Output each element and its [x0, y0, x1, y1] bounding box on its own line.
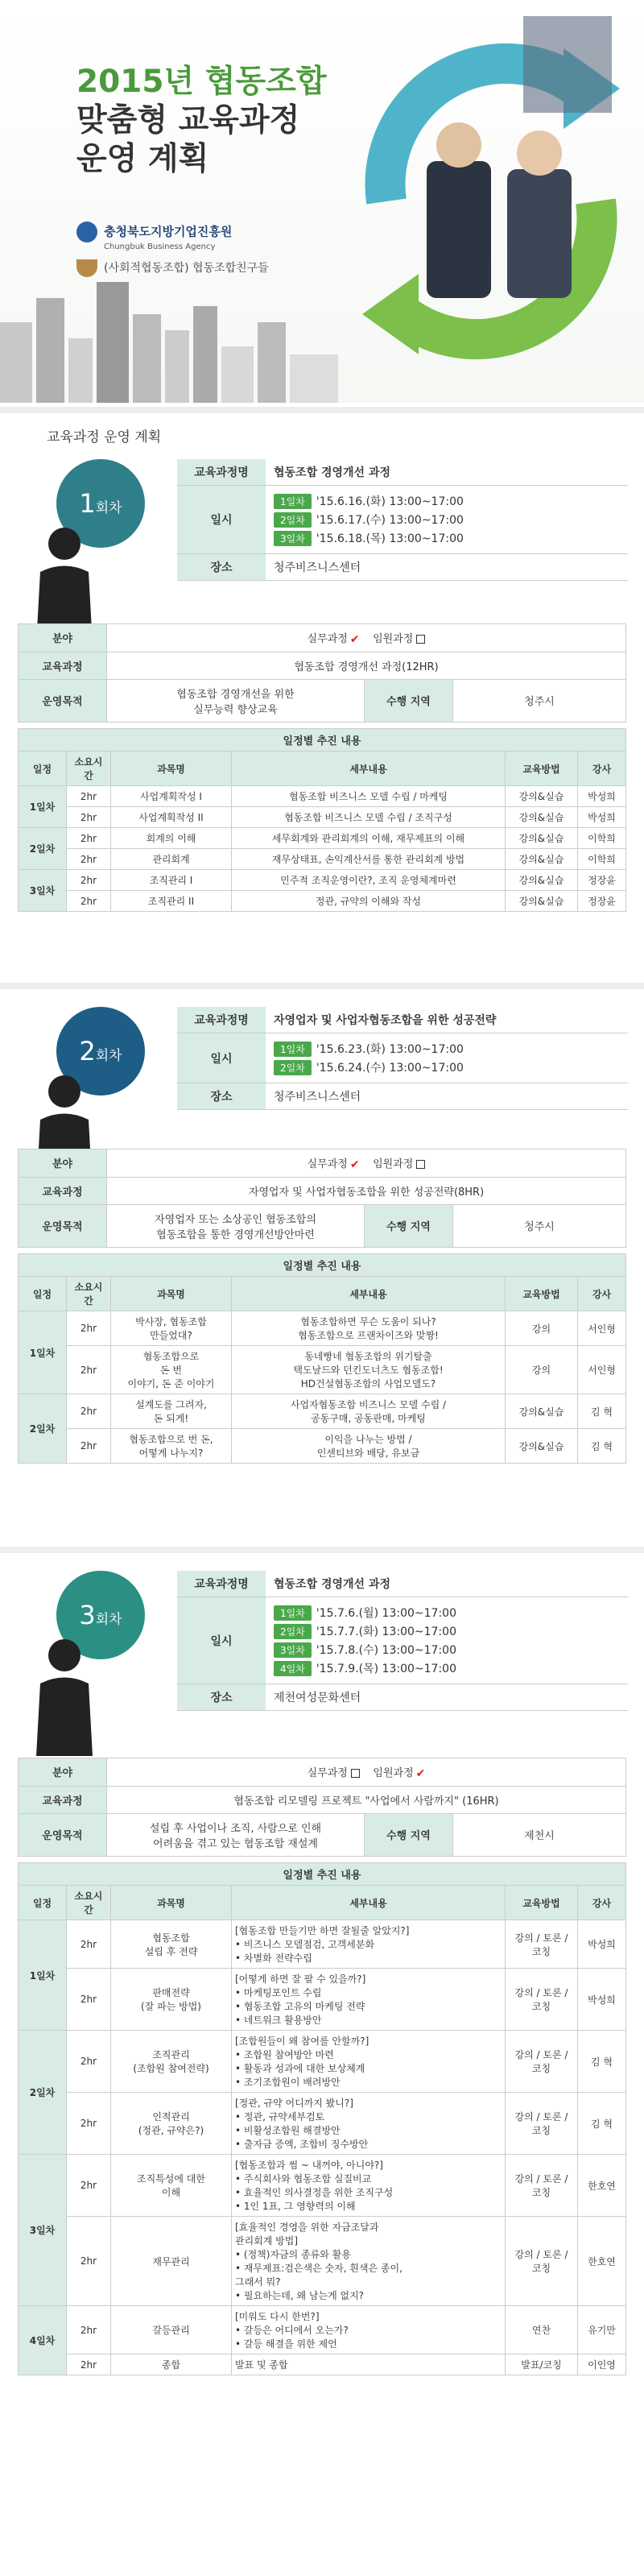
table-row: 2hr 판매전략 (잘 파는 방법) [어떻게 하면 잘 팔 수 있을까?] • 마케팅포인트 수립 • 협동조합 고유의 마케팅 전략 • 네트워크 활용방안 강의 / 토론 / 코칭 박성희	[19, 1969, 626, 2031]
day-badge: 2일차	[274, 1060, 312, 1075]
session-info-table: 교육과정명 협동조합 경영개선 과정 일시 1일차 '15.7.6.(월) 13:00~17:00 2일차 '15.7.7.(화) 13:00~17:00 3일차 '15.7.8.(수) 13:00~17:00 4일차 '15.7.9.(목) 13:00~17:00 장소 제천여성문화센터	[177, 1571, 628, 1711]
coop-logo-icon	[76, 259, 97, 277]
table-row: 3일차 2hr 조직특성에 대한 이해 [협동조합과 썸 ~ 내꺼야, 아니야?] • 주식회사와 협동조합 실질비교 • 효율적인 의사결정을 위한 조직구성 • 1인 1표, 그 영향력의 이해 강의 / 토론 / 코칭 한호연	[19, 2155, 626, 2217]
person-silhouette-icon	[32, 1635, 97, 1756]
session-summary-table: 분야 실무과정 ✔ 임원과정 교육과정 협동조합 경영개선 과정(12HR) 운영목적 협동조합 경영개선을 위한 실무능력 향상교육 수행 지역 청주시	[18, 623, 626, 723]
session-info-table: 교육과정명 협동조합 경영개선 과정 일시 1일차 '15.6.16.(화) 13:00~17:00 2일차 '15.6.17.(수) 13:00~17:00 3일차 '15.6.18.(목) 13:00~17:00 장소 청주비즈니스센터	[177, 459, 628, 581]
section-divider	[0, 407, 644, 413]
table-row: 2hr 종합 발표 및 종합 발표/코칭 이인영	[19, 2354, 626, 2375]
day-badge: 2일차	[274, 512, 312, 528]
table-row: 1일차 2hr 협동조합 설립 후 전략 [협동조합 만들기만 하면 잘될줄 알았지?] • 비즈니스 모델점검, 고객세분화 • 차별화 전략수립 강의 / 토론 / 코칭 박성희	[19, 1920, 626, 1969]
day-badge: 1일차	[274, 1605, 312, 1621]
session-number-badge: 1회차	[56, 459, 145, 548]
table-row: 1일차 2hr 박사장, 협동조합 만들었대? 협동조합하면 무슨 도움이 되나? 협동조합으로 프랜차이즈와 맞짱! 강의 서인형	[19, 1311, 626, 1346]
table-row: 3일차 2hr 조직관리 I 민주적 조직운영이란?, 조직 운영체계마련 강의&실습 정장윤	[19, 870, 626, 891]
org1-english: Chungbuk Business Agency	[104, 242, 216, 251]
session-summary-table: 분야 실무과정 ✔ 임원과정 교육과정 자영업자 및 사업자협동조합을 위한 성공전략(8HR) 운영목적 자영업자 또는 소상공인 협동조합의 협동조합을 통한 경영개선방안마련 수행 지역 청주시	[18, 1149, 626, 1248]
table-row: 2hr 재무관리 [효율적인 경영을 위한 자금조달과 관리회계 방법] • (정책)자금의 종류와 활용 • 재무제표:검은색은 숫자, 흰색은 종이, 그래서 뭐? • 필요하는데, 왜 남는게 없지? 강의 / 토론 / 코칭 한호연	[19, 2217, 626, 2306]
session-number-badge: 3회차	[56, 1571, 145, 1659]
table-row: 2일차 2hr 회계의 이해 세무회계와 관리회계의 이해, 재무제표의 이해 강의&실습 이학희	[19, 828, 626, 849]
hero-banner	[0, 0, 644, 403]
table-row: 2일차 2hr 설계도를 그려자, 돈 되게! 사업자협동조합 비즈니스 모델 수립 / 공동구매, 공동판매, 마케팅 강의&실습 김 혁	[19, 1394, 626, 1429]
section-title: 교육과정 운영 계획	[47, 429, 162, 445]
day-badge: 3일차	[274, 1642, 312, 1658]
table-row: 2hr 관리회계 재무상태표, 손익계산서를 통한 관리회계 방법 강의&실습 이학희	[19, 849, 626, 870]
session-divider	[0, 1547, 644, 1553]
schedule-table: 일정별 추진 내용 일정 소요시간 과목명 세부내용 교육방법 강사 1일차 2hr 협동조합 설립 후 전략 [협동조합 만들기만 하면 잘될줄 알았지?] • 비즈니스 모델점검, 고객세분화 • 차별화 전략수립 강의 / 토론 / 코칭 박성희 2hr 판매전략 (잘 파는 방법) [어떻게 하면 잘 팔 수 있을까?] • 마케팅포인트 수립 • 협동조합 고유의 마케팅 전략 • 네트워크 활용방안 강의 / 토론 / 코칭 박성희 2일차 2hr 조직관리 (조합원 참여전략) [조합원들이 왜 참여를 안할까?] • 조합원 참여방안 마련 • 활동과 성과에 대한 보상체계 • 조기조합원이 배려방안 강의 / 토론 / 코칭 김 혁 2hr 인적관리 (정관, 규약은?) [정관, 규약 어디까지 봤니?] • 정관, 규약세부검토 • 비활성조합원 해결방안 • 출자금 증액, 조합비 징수방안 강의 / 토론 / 코칭 김 혁 3일차 2hr 조직특성에 대한 이해 [협동조합과 썸 ~ 내꺼야, 아니야?] • 주식회사와 협동조합 실질비교 • 효율적인 의사결정을 위한 조직구성 • 1인 1표, 그 영향력의 이해 강의 / 토론 / 코칭 한호연 2hr 재무관리 [효율적인 경영을 위한 자금조달과 관리회계 방법] • (정책)자금의 종류와 활용 • 재무제표:검은색은 숫자, 흰색은 종이, 그래서 뭐? • 필요하는데, 왜 남는게 없지? 강의 / 토론 / 코칭 한호연 4일차 2hr 갈등관리 [미워도 다시 한번?] • 갈등은 어디에서 오는가? • 갈등 해결을 위한 제언 연찬 유기만 2hr 종합 발표 및 종합 발표/코칭 이인영	[18, 1862, 626, 2375]
cbba-logo-icon	[76, 222, 97, 242]
table-row: 2일차 2hr 조직관리 (조합원 참여전략) [조합원들이 왜 참여를 안할까?] • 조합원 참여방안 마련 • 활동과 성과에 대한 보상체계 • 조기조합원이 배려방안 강의 / 토론 / 코칭 김 혁	[19, 2031, 626, 2093]
table-row: 2hr 사업계획작성 II 협동조합 비즈니스 모델 수립 / 조직구성 강의&실습 박성희	[19, 807, 626, 828]
session-number-badge: 2회차	[56, 1007, 145, 1095]
table-row: 2hr 협동조합으로 돈 번 이야기, 돈 준 이야기 동네빵네 협동조합의 위기탈출 택도날드와 던킨도너츠도 협동조합! HD건설협동조합의 사업모델도? 강의 서인형	[19, 1346, 626, 1394]
org1-name: 충청북도지방기업진흥원	[104, 224, 233, 239]
table-row: 4일차 2hr 갈등관리 [미워도 다시 한번?] • 갈등은 어디에서 오는가? • 갈등 해결을 위한 제언 연찬 유기만	[19, 2306, 626, 2354]
day-badge: 2일차	[274, 1624, 312, 1639]
table-row: 2hr 조직관리 II 정관, 규약의 이해와 작성 강의&실습 정장윤	[19, 891, 626, 912]
org-logo-coop	[76, 259, 269, 277]
circular-arrows-image	[338, 0, 644, 403]
org2-name: (사회적협동조합) 협동조합친구들	[104, 262, 269, 275]
city-skyline-image	[0, 274, 338, 403]
schedule-table: 일정별 추진 내용 일정 소요시간 과목명 세부내용 교육방법 강사 1일차 2hr 사업계획작성 I 협동조합 비즈니스 모델 수립 / 마케팅 강의&실습 박성희 2hr 사업계획작성 II 협동조합 비즈니스 모델 수립 / 조직구성 강의&실습 박성희 2일차 2hr 회계의 이해 세무회계와 관리회계의 이해, 재무제표의 이해 강의&실습 이학희 2hr 관리회계 재무상태표, 손익계산서를 통한 관리회계 방법 강의&실습 이학희 3일차 2hr 조직관리 I 민주적 조직운영이란?, 조직 운영체계마련 강의&실습 정장윤 2hr 조직관리 II 정관, 규약의 이해와 작성 강의&실습 정장윤	[18, 728, 626, 912]
org-logo-cbba	[76, 222, 232, 251]
day-badge: 1일차	[274, 494, 312, 509]
session-info-table: 교육과정명 자영업자 및 사업자협동조합을 위한 성공전략 일시 1일차 '15.6.23.(화) 13:00~17:00 2일차 '15.6.24.(수) 13:00~17:00 장소 청주비즈니스센터	[177, 1007, 628, 1110]
day-badge: 3일차	[274, 531, 312, 546]
title-line-3: 운영 계획	[76, 141, 209, 177]
day-badge: 4일차	[274, 1661, 312, 1676]
session-summary-table: 분야 실무과정 임원과정 ✔ 교육과정 협동조합 리모델링 프로젝트 "사업에서 사람까지" (16HR) 운영목적 설립 후 사업이나 조직, 사람으로 인해 어려움을 겪고 있는 협동조합 재설계 수행 지역 제천시	[18, 1758, 626, 1857]
title-line-1: 2015년 협동조합	[76, 64, 327, 100]
title-line-2: 맞춤형 교육과정	[76, 102, 300, 139]
table-row: 2hr 협동조합으로 번 돈, 어떻게 나누지? 이익을 나누는 방법 / 인센티브와 배당, 유보금 강의&실습 김 혁	[19, 1429, 626, 1464]
session-divider	[0, 983, 644, 989]
table-row: 2hr 인적관리 (정관, 규약은?) [정관, 규약 어디까지 봤니?] • 정관, 규약세부검토 • 비활성조합원 해결방안 • 출자금 증액, 조합비 징수방안 강의 / 토론 / 코칭 김 혁	[19, 2093, 626, 2155]
schedule-table: 일정별 추진 내용 일정 소요시간 과목명 세부내용 교육방법 강사 1일차 2hr 박사장, 협동조합 만들었대? 협동조합하면 무슨 도움이 되나? 협동조합으로 프랜차이즈와 맞짱! 강의 서인형 2hr 협동조합으로 돈 번 이야기, 돈 준 이야기 동네빵네 협동조합의 위기탈출 택도날드와 던킨도너츠도 협동조합! HD건설협동조합의 사업모델도? 강의 서인형 2일차 2hr 설계도를 그려자, 돈 되게! 사업자협동조합 비즈니스 모델 수립 / 공동구매, 공동판매, 마케팅 강의&실습 김 혁 2hr 협동조합으로 번 돈, 어떻게 나누지? 이익을 나누는 방법 / 인센티브와 배당, 유보금 강의&실습 김 혁	[18, 1253, 626, 1464]
table-row: 1일차 2hr 사업계획작성 I 협동조합 비즈니스 모델 수립 / 마케팅 강의&실습 박성희	[19, 786, 626, 807]
day-badge: 1일차	[274, 1042, 312, 1057]
page-title	[76, 63, 327, 179]
